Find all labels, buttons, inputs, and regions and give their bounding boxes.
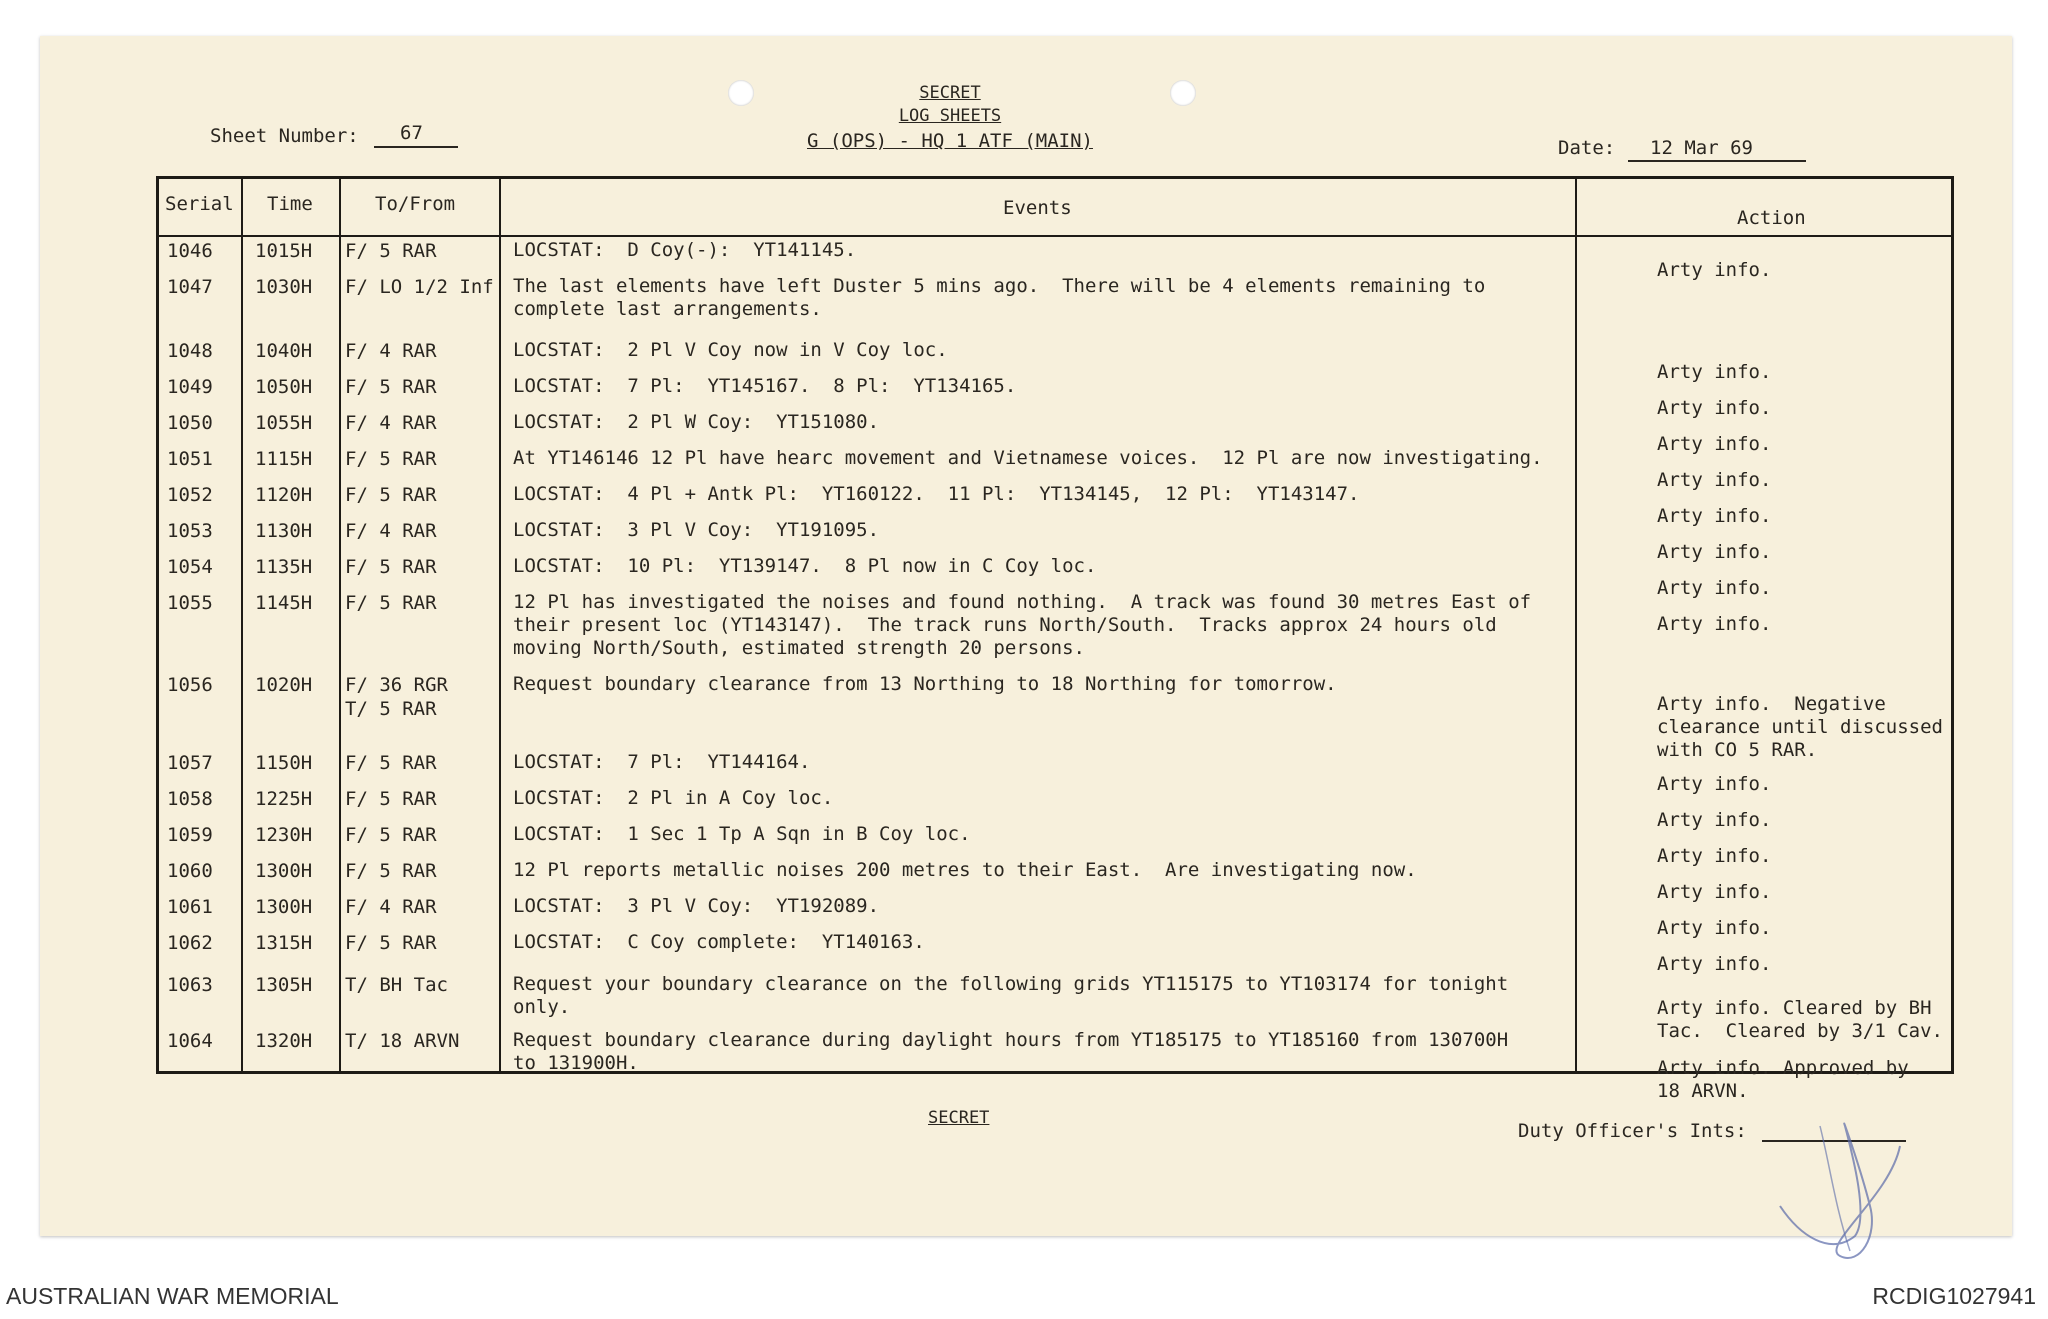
cell-tofrom: F/ 5 RAR [345,376,437,398]
cell-event: LOCSTAT: 2 Pl V Coy now in V Coy loc. [513,339,948,361]
cell-serial: 1054 [167,556,213,578]
archive-id: RCDIG1027941 [1872,1283,2036,1309]
cell-action: Arty info. [1657,917,1772,939]
cell-event: Request your boundary clearance on the following grids YT115175 to YT103174 for tonight only. [513,973,1509,1018]
cell-time: 1030H [255,276,313,298]
col-header-action: Action [1737,207,1806,229]
cell-action: Arty info. [1657,361,1772,383]
col-header-time: Time [267,193,313,215]
cell-action: Arty info. [1657,773,1772,795]
cell-time: 1305H [255,974,313,996]
cell-action: Arty info. Negative clearance until discussed with CO 5 RAR. [1657,693,1943,761]
cell-time: 1015H [255,240,313,262]
cell-serial: 1048 [167,340,213,362]
cell-serial: 1057 [167,752,213,774]
cell-action: Arty info. [1657,953,1772,975]
cell-serial: 1052 [167,484,213,506]
cell-event: LOCSTAT: 3 Pl V Coy: YT192089. [513,895,880,917]
cell-action: Arty info. [1657,433,1772,455]
cell-time: 1225H [255,788,313,810]
cell-event: At YT146146 12 Pl have hearc movement and Vietnamese voices. 12 Pl are now investigating. [513,447,1543,469]
cell-tofrom: F/ 5 RAR [345,240,437,262]
cell-tofrom: F/ 5 RAR [345,860,437,882]
cell-time: 1315H [255,932,313,954]
cell-time: 1120H [255,484,313,506]
cell-tofrom: F/ 4 RAR [345,896,437,918]
sheet-number-label: Sheet Number: [210,125,359,147]
cell-time: 1040H [255,340,313,362]
col-header-tofrom: To/From [375,193,456,215]
cell-event: 12 Pl has investigated the noises and found nothing. A track was found 30 metres East of their present loc (YT143147). The track runs North/South. Tracks approx 24 hours old moving North/South, estimated strength 20 persons. [513,591,1532,659]
cell-time: 1150H [255,752,313,774]
date-line [1628,160,1806,162]
cell-tofrom: F/ 5 RAR [345,484,437,506]
cell-event: LOCSTAT: 7 Pl: YT145167. 8 Pl: YT134165. [513,375,1017,397]
cell-tofrom: F/ 5 RAR [345,932,437,954]
log-sheet-page [40,36,2012,1236]
cell-serial: 1058 [167,788,213,810]
cell-time: 1300H [255,860,313,882]
cell-time: 1230H [255,824,313,846]
initials-signature [1760,1086,1930,1276]
cell-event: LOCSTAT: 2 Pl W Coy: YT151080. [513,411,880,433]
cell-tofrom: F/ LO 1/2 Inf [345,276,494,298]
col-header-serial: Serial [165,193,234,215]
cell-tofrom: T/ BH Tac [345,974,448,996]
cell-action: Arty info. Cleared by BH Tac. Cleared by 3/1 Cav. [1657,997,1943,1042]
cell-event: Request boundary clearance during daylight hours from YT185175 to YT185160 from 130700H to 131900H. [513,1029,1509,1074]
cell-time: 1115H [255,448,313,470]
cell-serial: 1056 [167,674,213,696]
cell-serial: 1063 [167,974,213,996]
cell-serial: 1051 [167,448,213,470]
log-sheets-title: LOG SHEETS [898,106,1002,126]
cell-serial: 1053 [167,520,213,542]
heading-block [800,82,1100,128]
cell-serial: 1055 [167,592,213,614]
cell-event: LOCSTAT: 4 Pl + Antk Pl: YT160122. 11 Pl: YT134145, 12 Pl: YT143147. [513,483,1360,505]
cell-tofrom: F/ 4 RAR [345,340,437,362]
cell-time: 1320H [255,1030,313,1052]
duty-officer-label: Duty Officer's Ints: [1518,1120,1747,1142]
cell-tofrom: F/ 4 RAR [345,412,437,434]
cell-action: Arty info. [1657,259,1772,281]
cell-tofrom: F/ 36 RGR T/ 5 RAR [345,674,448,720]
cell-tofrom: T/ 18 ARVN [345,1030,460,1052]
cell-action: Arty info. [1657,397,1772,419]
cell-time: 1145H [255,592,313,614]
cell-action: Arty info. [1657,881,1772,903]
cell-time: 1130H [255,520,313,542]
cell-action: Arty info. [1657,613,1772,635]
cell-time: 1055H [255,412,313,434]
cell-tofrom: F/ 5 RAR [345,592,437,614]
cell-event: LOCSTAT: 2 Pl in A Coy loc. [513,787,834,809]
cell-action: Arty info. [1657,845,1772,867]
cell-serial: 1059 [167,824,213,846]
archive-footer [0,1275,2048,1319]
cell-serial: 1064 [167,1030,213,1052]
cell-time: 1050H [255,376,313,398]
cell-time: 1135H [255,556,313,578]
cell-time: 1020H [255,674,313,696]
cell-action: Arty info. Approved by 18 ARVN. [1657,1057,1909,1102]
cell-tofrom: F/ 5 RAR [345,752,437,774]
sheet-number-line [374,146,458,148]
cell-action: Arty info. [1657,469,1772,491]
punch-hole [1170,80,1196,106]
date-value: 12 Mar 69 [1650,137,1753,159]
cell-action: Arty info. [1657,541,1772,563]
punch-hole [728,80,754,106]
cell-event: LOCSTAT: 3 Pl V Coy: YT191095. [513,519,880,541]
cell-tofrom: F/ 5 RAR [345,788,437,810]
cell-tofrom: F/ 5 RAR [345,448,437,470]
cell-event: LOCSTAT: 7 Pl: YT144164. [513,751,811,773]
unit-title: G (OPS) - HQ 1 ATF (MAIN) [807,130,1093,152]
cell-event: LOCSTAT: 10 Pl: YT139147. 8 Pl now in C Coy loc. [513,555,1097,577]
log-table [156,176,1954,1102]
cell-serial: 1049 [167,376,213,398]
cell-tofrom: F/ 5 RAR [345,824,437,846]
classification-bottom: SECRET [928,1108,990,1128]
cell-event: Request boundary clearance from 13 Northing to 18 Northing for tomorrow. [513,673,1337,695]
cell-tofrom: F/ 4 RAR [345,520,437,542]
cell-serial: 1050 [167,412,213,434]
cell-action: Arty info. [1657,809,1772,831]
cell-event: LOCSTAT: D Coy(-): YT141145. [513,239,857,261]
cell-event: The last elements have left Duster 5 mins ago. There will be 4 elements remaining to complete last arrangements. [513,275,1486,320]
cell-serial: 1060 [167,860,213,882]
date-label: Date: [1558,137,1616,159]
cell-time: 1300H [255,896,313,918]
cell-serial: 1061 [167,896,213,918]
cell-serial: 1047 [167,276,213,298]
cell-tofrom: F/ 5 RAR [345,556,437,578]
cell-serial: 1062 [167,932,213,954]
cell-serial: 1046 [167,240,213,262]
archive-name: AUSTRALIAN WAR MEMORIAL [6,1283,339,1309]
cell-action: Arty info. [1657,505,1772,527]
cell-event: LOCSTAT: 1 Sec 1 Tp A Sqn in B Coy loc. [513,823,971,845]
classification-top: SECRET [919,83,981,103]
sheet-number-value: 67 [400,122,423,144]
col-header-events: Events [1003,197,1072,219]
cell-action: Arty info. [1657,577,1772,599]
cell-event: 12 Pl reports metallic noises 200 metres to their East. Are investigating now. [513,859,1417,881]
cell-event: LOCSTAT: C Coy complete: YT140163. [513,931,925,953]
